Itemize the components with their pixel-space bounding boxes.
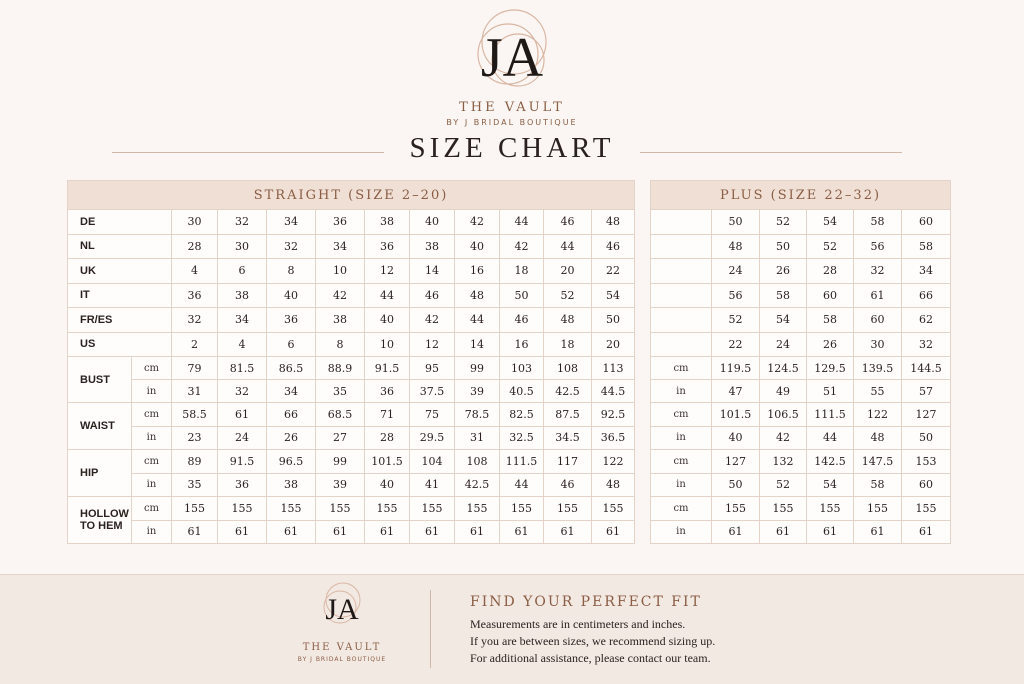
table-cell: 27 [316, 426, 365, 450]
table-cell: 28 [807, 259, 854, 284]
logo-monogram: JA [480, 27, 544, 89]
table-cell: 56 [854, 234, 902, 259]
table-cell: 36 [172, 283, 218, 308]
table-cell: 60 [902, 210, 951, 235]
table-cell: 44 [807, 426, 854, 450]
table-cell: 155 [455, 497, 500, 521]
table-cell: 36 [365, 234, 410, 259]
table-row [68, 283, 635, 308]
row-label: US [68, 332, 172, 357]
unit-label: cm [651, 357, 712, 380]
table-header-row [651, 181, 951, 210]
table-cell: 55 [854, 380, 902, 403]
table-cell: 89 [172, 450, 218, 474]
table-cell: 127 [712, 450, 760, 474]
table-cell: 61 [544, 520, 592, 544]
table-cell: 26 [807, 332, 854, 357]
brand-tagline: BY J BRIDAL BOUTIQUE [446, 118, 578, 127]
footer-heading: FIND YOUR PERFECT FIT [470, 594, 702, 610]
table-cell: 32 [172, 308, 218, 333]
table-cell: 155 [500, 497, 544, 521]
table-cell: 50 [712, 473, 760, 497]
table-cell: 40 [267, 283, 316, 308]
unit-label: cm [651, 450, 712, 474]
table-cell: 142.5 [807, 450, 854, 474]
unit-label: in [132, 380, 172, 403]
table-cell: 48 [712, 234, 760, 259]
table-cell: 16 [455, 259, 500, 284]
table-cell: 18 [544, 332, 592, 357]
footer-brand-name: THE VAULT [302, 642, 382, 653]
table-cell: 155 [218, 497, 267, 521]
table-cell: 32.5 [500, 426, 544, 450]
table-cell: 99 [455, 357, 500, 380]
unit-label: cm [132, 357, 172, 380]
table-cell: 52 [807, 234, 854, 259]
table-cell: 34 [218, 308, 267, 333]
table-cell: 54 [592, 283, 635, 308]
table-cell: 24 [218, 426, 267, 450]
table-cell: 61 [902, 520, 951, 544]
table-cell: 44 [365, 283, 410, 308]
table-cell: 24 [712, 259, 760, 284]
table-cell: 111.5 [500, 450, 544, 474]
table-cell: 10 [365, 332, 410, 357]
measure-label: HIP [68, 450, 132, 497]
table-cell: 38 [365, 210, 410, 235]
table-cell: 40 [410, 210, 455, 235]
row-label: DE [68, 210, 172, 235]
table-cell: 66 [902, 283, 951, 308]
table-cell: 127 [902, 403, 951, 427]
table-cell: 8 [316, 332, 365, 357]
table-cell: 16 [500, 332, 544, 357]
table-cell: 49 [760, 380, 807, 403]
unit-label: in [651, 380, 712, 403]
table-cell: 86.5 [267, 357, 316, 380]
table-cell: 61 [760, 520, 807, 544]
table-cell: 23 [172, 426, 218, 450]
table-cell: 61 [854, 283, 902, 308]
table-cell: 66 [267, 403, 316, 427]
blank-cell [651, 332, 712, 357]
unit-label: cm [132, 450, 172, 474]
table-cell: 87.5 [544, 403, 592, 427]
table-cell: 42.5 [544, 380, 592, 403]
table-row [68, 403, 635, 427]
table-cell: 61 [316, 520, 365, 544]
table-cell: 50 [902, 426, 951, 450]
table-cell: 124.5 [760, 357, 807, 380]
table-cell: 32 [902, 332, 951, 357]
table-cell: 29.5 [410, 426, 455, 450]
table-row [68, 450, 635, 474]
table-cell: 48 [455, 283, 500, 308]
table-cell: 61 [267, 520, 316, 544]
table-cell: 60 [902, 473, 951, 497]
footer-logo [316, 580, 368, 630]
table-cell: 52 [760, 210, 807, 235]
table-cell: 111.5 [807, 403, 854, 427]
blank-cell [651, 210, 712, 235]
table-cell: 61 [500, 520, 544, 544]
table-cell: 44 [500, 210, 544, 235]
table-cell: 139.5 [854, 357, 902, 380]
table-header: STRAIGHT (SIZE 2–20) [68, 181, 635, 210]
table-header-row [68, 181, 635, 210]
table-cell: 4 [172, 259, 218, 284]
table-cell: 52 [544, 283, 592, 308]
unit-label: cm [132, 403, 172, 427]
table-cell: 50 [712, 210, 760, 235]
table-row [651, 283, 951, 308]
table-row [651, 450, 951, 474]
table-row [651, 259, 951, 284]
table-cell: 34 [316, 234, 365, 259]
table-cell: 52 [760, 473, 807, 497]
table-cell: 30 [218, 234, 267, 259]
table-cell: 60 [807, 283, 854, 308]
table-cell: 48 [592, 473, 635, 497]
table-cell: 30 [854, 332, 902, 357]
table-cell: 28 [365, 426, 410, 450]
table-cell: 38 [316, 308, 365, 333]
table-cell: 56 [712, 283, 760, 308]
table-cell: 92.5 [592, 403, 635, 427]
table-cell: 37.5 [410, 380, 455, 403]
table-cell: 108 [544, 357, 592, 380]
table-cell: 50 [592, 308, 635, 333]
table-cell: 32 [218, 380, 267, 403]
blank-cell [651, 308, 712, 333]
row-label: NL [68, 234, 172, 259]
table-cell: 101.5 [365, 450, 410, 474]
table-row [68, 380, 635, 403]
table-cell: 41 [410, 473, 455, 497]
table-cell: 44 [500, 473, 544, 497]
table-cell: 42 [760, 426, 807, 450]
table-cell: 58.5 [172, 403, 218, 427]
table-cell: 31 [455, 426, 500, 450]
table-cell: 42 [455, 210, 500, 235]
table-cell: 57 [902, 380, 951, 403]
row-label: UK [68, 259, 172, 284]
table-cell: 6 [218, 259, 267, 284]
table-cell: 40 [455, 234, 500, 259]
table-row [68, 357, 635, 380]
table-row [68, 426, 635, 450]
unit-label: in [651, 520, 712, 544]
brand-logo [462, 4, 562, 96]
table-cell: 155 [760, 497, 807, 521]
footer-brand-tagline: BY J BRIDAL BOUTIQUE [297, 656, 387, 663]
table-cell: 104 [410, 450, 455, 474]
footer-note: If you are between sizes, we recommend sizing up. [470, 634, 716, 648]
unit-label: in [132, 520, 172, 544]
table-row [651, 403, 951, 427]
table-cell: 30 [172, 210, 218, 235]
table-cell: 155 [410, 497, 455, 521]
table-row [68, 234, 635, 259]
table-cell: 60 [854, 308, 902, 333]
table-cell: 36 [267, 308, 316, 333]
table-cell: 119.5 [712, 357, 760, 380]
table-row [651, 497, 951, 521]
table-cell: 113 [592, 357, 635, 380]
table-cell: 47 [712, 380, 760, 403]
table-cell: 79 [172, 357, 218, 380]
table-cell: 155 [902, 497, 951, 521]
table-cell: 10 [316, 259, 365, 284]
table-cell: 78.5 [455, 403, 500, 427]
table-cell: 44 [544, 234, 592, 259]
table-cell: 103 [500, 357, 544, 380]
footer-logo-monogram: JA [325, 593, 359, 626]
table-cell: 50 [760, 234, 807, 259]
table-cell: 68.5 [316, 403, 365, 427]
table-cell: 61 [807, 520, 854, 544]
table-cell: 6 [267, 332, 316, 357]
table-cell: 61 [172, 520, 218, 544]
table-cell: 48 [854, 426, 902, 450]
table-cell: 26 [760, 259, 807, 284]
table-cell: 20 [544, 259, 592, 284]
table-cell: 144.5 [902, 357, 951, 380]
table-cell: 58 [760, 283, 807, 308]
table-row [68, 520, 635, 544]
table-cell: 155 [316, 497, 365, 521]
table-cell: 155 [592, 497, 635, 521]
table-cell: 153 [902, 450, 951, 474]
unit-label: in [651, 426, 712, 450]
plus-size-table [650, 180, 951, 544]
table-header: PLUS (SIZE 22–32) [651, 181, 951, 210]
table-cell: 28 [172, 234, 218, 259]
table-cell: 48 [592, 210, 635, 235]
table-row [68, 210, 635, 235]
table-cell: 155 [712, 497, 760, 521]
table-cell: 24 [760, 332, 807, 357]
table-cell: 46 [592, 234, 635, 259]
table-cell: 38 [218, 283, 267, 308]
table-cell: 35 [316, 380, 365, 403]
table-cell: 36 [316, 210, 365, 235]
table-cell: 61 [410, 520, 455, 544]
table-cell: 61 [365, 520, 410, 544]
table-cell: 61 [712, 520, 760, 544]
table-cell: 91.5 [365, 357, 410, 380]
table-cell: 39 [316, 473, 365, 497]
unit-label: in [132, 426, 172, 450]
table-cell: 54 [807, 210, 854, 235]
table-cell: 44 [455, 308, 500, 333]
table-row [651, 426, 951, 450]
table-cell: 39 [455, 380, 500, 403]
table-cell: 34.5 [544, 426, 592, 450]
table-cell: 32 [267, 234, 316, 259]
table-cell: 58 [854, 473, 902, 497]
table-cell: 132 [760, 450, 807, 474]
table-cell: 46 [544, 473, 592, 497]
table-cell: 61 [218, 403, 267, 427]
table-cell: 44.5 [592, 380, 635, 403]
table-cell: 117 [544, 450, 592, 474]
footer-divider [430, 590, 431, 668]
table-row [651, 234, 951, 259]
table-cell: 88.9 [316, 357, 365, 380]
blank-cell [651, 259, 712, 284]
table-cell: 155 [544, 497, 592, 521]
table-cell: 8 [267, 259, 316, 284]
table-row [651, 210, 951, 235]
table-cell: 155 [172, 497, 218, 521]
table-row [651, 520, 951, 544]
table-cell: 22 [592, 259, 635, 284]
table-cell: 61 [592, 520, 635, 544]
table-cell: 36 [365, 380, 410, 403]
table-cell: 96.5 [267, 450, 316, 474]
table-cell: 155 [854, 497, 902, 521]
table-cell: 75 [410, 403, 455, 427]
blank-cell [651, 283, 712, 308]
footer-note: For additional assistance, please contact our team. [470, 651, 711, 665]
table-cell: 34 [267, 210, 316, 235]
table-row [68, 308, 635, 333]
table-row [68, 473, 635, 497]
table-cell: 26 [267, 426, 316, 450]
table-cell: 18 [500, 259, 544, 284]
row-label: FR/ES [68, 308, 172, 333]
table-cell: 38 [267, 473, 316, 497]
table-cell: 40.5 [500, 380, 544, 403]
table-cell: 32 [854, 259, 902, 284]
table-cell: 62 [902, 308, 951, 333]
table-cell: 82.5 [500, 403, 544, 427]
table-cell: 36 [218, 473, 267, 497]
table-cell: 91.5 [218, 450, 267, 474]
table-cell: 40 [365, 308, 410, 333]
table-cell: 42 [500, 234, 544, 259]
table-row [68, 259, 635, 284]
measure-label: HOLLOW TO HEM [68, 497, 132, 544]
table-cell: 155 [807, 497, 854, 521]
table-cell: 129.5 [807, 357, 854, 380]
table-cell: 108 [455, 450, 500, 474]
table-cell: 40 [712, 426, 760, 450]
table-row [651, 357, 951, 380]
table-cell: 31 [172, 380, 218, 403]
table-cell: 61 [854, 520, 902, 544]
measure-label: BUST [68, 357, 132, 403]
footer-note: Measurements are in centimeters and inches. [470, 617, 686, 631]
table-cell: 14 [410, 259, 455, 284]
table-cell: 12 [365, 259, 410, 284]
table-cell: 71 [365, 403, 410, 427]
table-cell: 22 [712, 332, 760, 357]
table-cell: 147.5 [854, 450, 902, 474]
unit-label: in [132, 473, 172, 497]
table-cell: 54 [760, 308, 807, 333]
table-cell: 46 [410, 283, 455, 308]
table-cell: 122 [854, 403, 902, 427]
table-cell: 46 [544, 210, 592, 235]
table-cell: 51 [807, 380, 854, 403]
unit-label: cm [651, 403, 712, 427]
table-row [651, 380, 951, 403]
table-cell: 99 [316, 450, 365, 474]
unit-label: in [651, 473, 712, 497]
table-cell: 12 [410, 332, 455, 357]
table-cell: 61 [218, 520, 267, 544]
table-cell: 106.5 [760, 403, 807, 427]
table-cell: 32 [218, 210, 267, 235]
table-cell: 155 [365, 497, 410, 521]
page-title: SIZE CHART [409, 132, 615, 164]
unit-label: cm [651, 497, 712, 521]
table-cell: 35 [172, 473, 218, 497]
blank-cell [651, 234, 712, 259]
table-cell: 42.5 [455, 473, 500, 497]
table-cell: 42 [410, 308, 455, 333]
table-cell: 155 [267, 497, 316, 521]
brand-name: THE VAULT [459, 100, 565, 115]
table-row [651, 332, 951, 357]
measure-label: WAIST [68, 403, 132, 450]
table-cell: 40 [365, 473, 410, 497]
table-cell: 61 [455, 520, 500, 544]
table-row [68, 332, 635, 357]
table-cell: 81.5 [218, 357, 267, 380]
table-row [651, 473, 951, 497]
table-cell: 2 [172, 332, 218, 357]
row-label: IT [68, 283, 172, 308]
table-cell: 122 [592, 450, 635, 474]
table-cell: 50 [500, 283, 544, 308]
table-cell: 46 [500, 308, 544, 333]
table-cell: 36.5 [592, 426, 635, 450]
table-cell: 20 [592, 332, 635, 357]
table-cell: 58 [854, 210, 902, 235]
table-cell: 34 [902, 259, 951, 284]
table-cell: 48 [544, 308, 592, 333]
table-cell: 95 [410, 357, 455, 380]
table-cell: 14 [455, 332, 500, 357]
table-cell: 101.5 [712, 403, 760, 427]
table-row [651, 308, 951, 333]
table-cell: 54 [807, 473, 854, 497]
unit-label: cm [132, 497, 172, 521]
table-cell: 38 [410, 234, 455, 259]
table-cell: 4 [218, 332, 267, 357]
table-cell: 52 [712, 308, 760, 333]
table-cell: 42 [316, 283, 365, 308]
table-cell: 34 [267, 380, 316, 403]
straight-size-table [67, 180, 635, 544]
table-cell: 58 [902, 234, 951, 259]
table-cell: 58 [807, 308, 854, 333]
table-row [68, 497, 635, 521]
